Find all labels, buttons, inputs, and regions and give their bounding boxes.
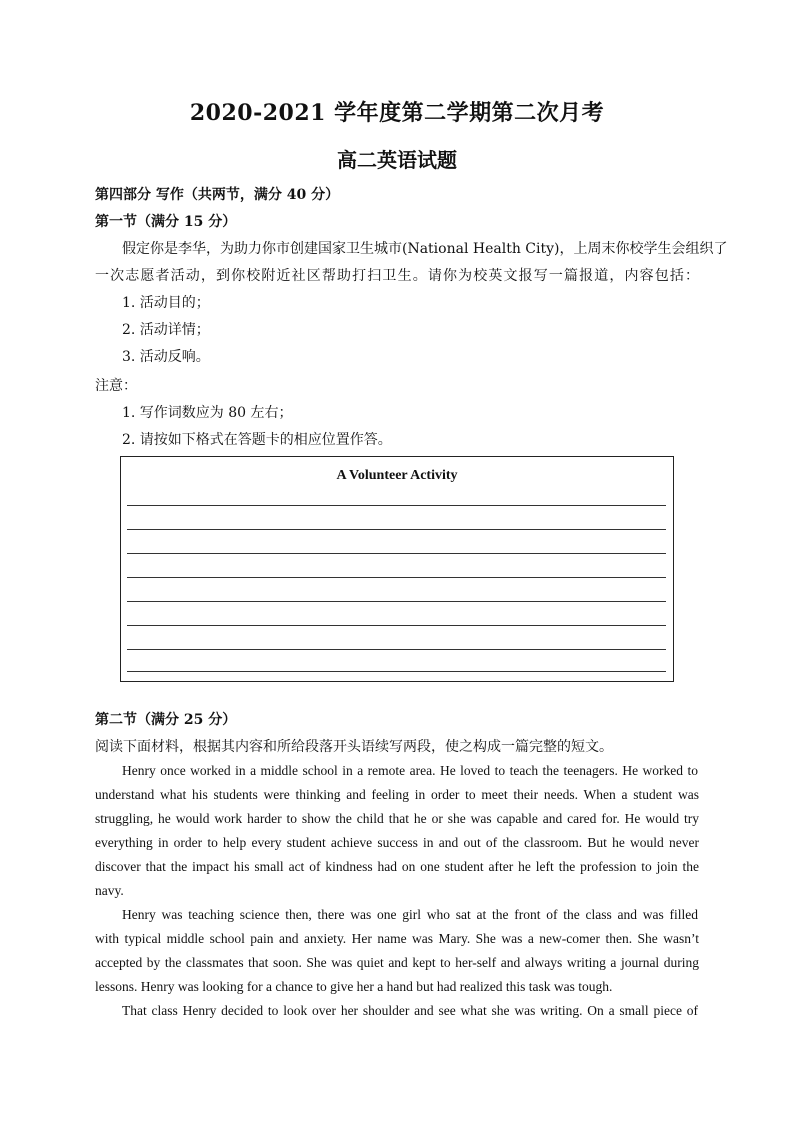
passage-line: accepted by the classmates that soon. She was quiet and kept to her-self and always writing a journal during [95, 955, 699, 970]
answer-line [127, 649, 666, 650]
prompt-line-1: 假定你是李华，为助力你市创建国家卫生城市(National Health City)，上周末你校学生会组织了 [122, 241, 728, 257]
answer-line [127, 671, 666, 672]
passage-line: understand what his students were thinking and feeling in order to meet their needs. When a student was [95, 787, 699, 802]
answer-line [127, 625, 666, 626]
passage-line: everything in order to help every student achieve success in and out of the classroom. But he would never [95, 835, 699, 850]
passage-line: navy. [95, 883, 124, 898]
section1-heading: 第一节（满分 15 分） [95, 214, 237, 230]
answer-line [127, 505, 666, 506]
passage-line: lessons. Henry was looking for a chance to give her a hand but had realized this task was tough. [95, 979, 613, 994]
note-item: 2. 请按如下格式在答题卡的相应位置作答。 [122, 432, 392, 448]
answer-line [127, 577, 666, 578]
content-point: 1. 活动目的； [122, 295, 210, 311]
passage-line: struggling, he would work harder to show the child that he or she was capable and cared for. He would try [95, 811, 699, 826]
exam-subtitle: 高二英语试题 [337, 148, 457, 172]
section2-instruction: 阅读下面材料，根据其内容和所给段落开头语续写两段，使之构成一篇完整的短文。 [95, 739, 613, 755]
answer-line [127, 529, 666, 530]
section2-heading: 第二节（满分 25 分） [95, 712, 237, 728]
note-label: 注意： [95, 378, 137, 394]
answer-line [127, 601, 666, 602]
passage-line: Henry was teaching science then, there was one girl who sat at the front of the class and was filled [122, 907, 698, 922]
passage-line: discover that the impact his small act of kindness had on one student after he left the profession to join the [95, 859, 699, 874]
note-item: 1. 写作词数应为 80 左右； [122, 405, 293, 421]
part4-heading: 第四部分 写作（共两节，满分 40 分） [95, 187, 340, 203]
passage-line: with typical middle school pain and anxiety. Her name was Mary. She was a new-comer then. She wasn’t [95, 931, 699, 946]
passage-line: Henry once worked in a middle school in a remote area. He loved to teach the teenagers. He worked to [122, 763, 698, 778]
answer-box [120, 456, 674, 682]
passage-line: That class Henry decided to look over her shoulder and see what she was writing. On a small piece of [122, 1003, 698, 1018]
answer-box-title: A Volunteer Activity [336, 468, 458, 483]
exam-title: 2020-2021 学年度第二学期第二次月考 [189, 100, 605, 126]
prompt-line-2: 一次志愿者活动，到你校附近社区帮助打扫卫生。请你为校英文报写一篇报道，内容包括： [95, 268, 699, 284]
content-point: 2. 活动详情； [122, 322, 210, 338]
content-point: 3. 活动反响。 [122, 349, 210, 365]
answer-line [127, 553, 666, 554]
